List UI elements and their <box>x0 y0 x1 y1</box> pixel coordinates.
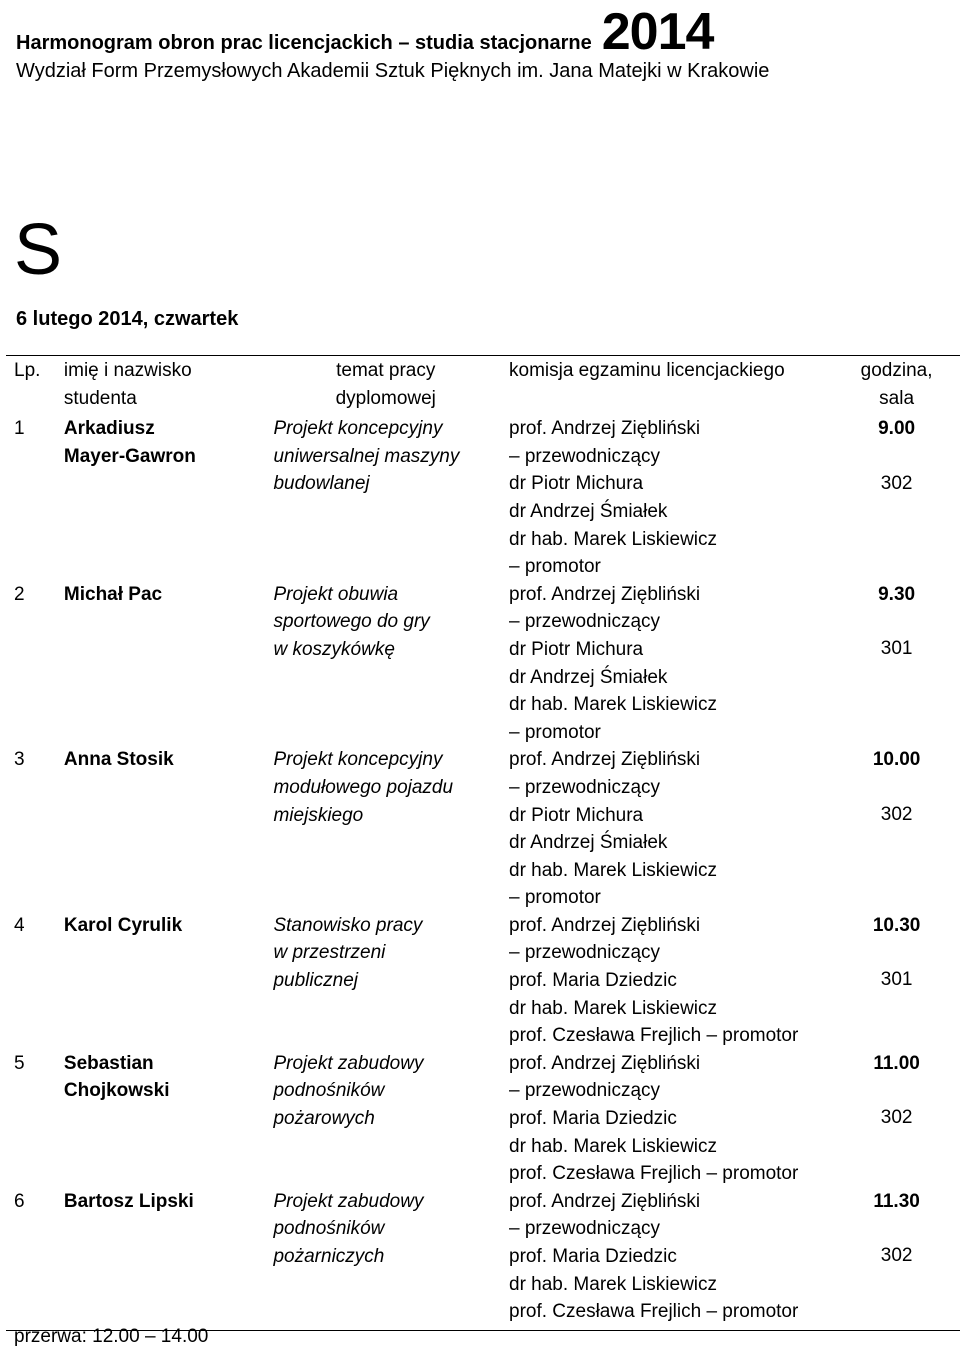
committee-member: – promotor <box>509 556 601 578</box>
row-lp: 1 <box>14 418 25 440</box>
table-row <box>6 1188 960 1330</box>
thesis-topic-line: Projekt koncepcyjny <box>273 749 443 771</box>
thesis-topic-line: podnośników <box>273 1080 385 1102</box>
thesis-topic <box>263 415 498 581</box>
time-room <box>833 581 960 747</box>
committee-member: dr hab. Marek Liskiewicz <box>509 859 718 881</box>
thesis-topic-line: Projekt zabudowy <box>273 1052 424 1074</box>
student-name-line2: Mayer-Gawron <box>63 445 196 467</box>
committee-member: dr hab. Marek Liskiewicz <box>509 694 718 716</box>
student-name-line1: Karol Cyrulik <box>63 914 183 936</box>
document-year: 2014 <box>601 3 714 61</box>
defense-time: 9.00 <box>878 418 916 440</box>
defense-time: 9.30 <box>878 583 916 605</box>
committee-member: dr hab. Marek Liskiewicz <box>509 528 718 550</box>
room-number: 302 <box>880 803 913 825</box>
committee-list <box>498 1050 833 1188</box>
schedule-body <box>6 356 960 1331</box>
thesis-topic-line: modułowego pojazdu <box>273 776 454 798</box>
header-time-line1: godzina, <box>860 360 933 381</box>
student-name-line1: Sebastian <box>63 1052 154 1074</box>
defense-time: 11.30 <box>873 1190 920 1212</box>
committee-member: dr hab. Marek Liskiewicz <box>509 1273 718 1295</box>
room-number: 302 <box>880 1107 913 1129</box>
header-name-line1: imię i nazwisko <box>63 360 192 381</box>
committee-member: dr hab. Marek Liskiewicz <box>509 997 718 1019</box>
row-lp: 5 <box>14 1052 25 1074</box>
committee-member: prof. Maria Dziedzic <box>509 970 677 992</box>
committee-member: dr Piotr Michura <box>509 473 644 495</box>
committee-member: prof. Maria Dziedzic <box>509 1108 677 1130</box>
thesis-topic <box>263 581 498 747</box>
committee-member: – przewodniczący <box>509 942 661 964</box>
committee-member: dr Andrzej Śmiałek <box>509 832 668 854</box>
header-row <box>6 356 960 416</box>
committee-list <box>498 912 833 1050</box>
thesis-topic-line: miejskiego <box>273 804 364 826</box>
student-name-line1: Arkadiusz <box>63 418 155 440</box>
thesis-topic-line: Projekt obuwia <box>273 583 399 605</box>
thesis-topic-line: w koszykówkę <box>273 638 395 660</box>
committee-member: dr Andrzej Śmiałek <box>509 500 668 522</box>
thesis-topic-line: sportowego do gry <box>273 611 430 633</box>
room-number: 301 <box>880 969 913 991</box>
thesis-topic-line: uniwersalnej maszyny <box>273 445 460 467</box>
header-name-line2: studenta <box>63 387 137 409</box>
committee-member: prof. Andrzej Ziębliński <box>509 1052 701 1074</box>
student-name-line1: Bartosz Lipski <box>63 1190 194 1212</box>
thesis-topic-line: Stanowisko pracy <box>273 914 423 936</box>
thesis-topic-line: pożarowych <box>273 1108 375 1130</box>
thesis-topic-line: Projekt koncepcyjny <box>273 418 443 440</box>
time-room <box>833 1188 960 1330</box>
committee-member: prof. Czesława Frejlich – promotor <box>509 1301 799 1323</box>
committee-list <box>498 581 833 747</box>
table-row <box>6 415 960 581</box>
committee-member: prof. Andrzej Ziębliński <box>509 418 701 440</box>
defense-time: 10.30 <box>872 914 921 936</box>
header-committee: komisja egzaminu licencjackiego <box>498 356 833 416</box>
student-name-line1: Michał Pac <box>63 583 163 605</box>
header-topic-line2: dyplomowej <box>335 387 436 409</box>
committee-member: dr Andrzej Śmiałek <box>509 666 668 688</box>
row-lp: 6 <box>6 1188 64 1330</box>
committee-member: prof. Andrzej Ziębliński <box>509 1190 701 1212</box>
table-row <box>6 581 960 747</box>
break-note: przerwa: 12.00 – 14.00 <box>14 1326 209 1347</box>
section-letter: S <box>14 210 63 290</box>
defense-time: 10.00 <box>872 749 921 771</box>
defense-time: 11.00 <box>873 1052 920 1074</box>
committee-list <box>498 1188 833 1330</box>
committee-member: – promotor <box>509 887 601 909</box>
committee-member: prof. Andrzej Ziębliński <box>509 583 701 605</box>
committee-member: prof. Andrzej Ziębliński <box>509 914 701 936</box>
header-time <box>833 356 960 416</box>
committee-member: dr Piotr Michura <box>509 638 644 660</box>
header-topic <box>263 356 498 416</box>
header-lp: Lp. <box>6 356 64 416</box>
time-room <box>833 746 960 912</box>
time-room <box>833 415 960 581</box>
committee-member: prof. Czesława Frejlich – promotor <box>509 1025 799 1047</box>
table-row <box>6 746 960 912</box>
room-number: 301 <box>880 638 913 660</box>
thesis-topic-line: podnośników <box>273 1218 385 1240</box>
committee-member: dr hab. Marek Liskiewicz <box>509 1135 718 1157</box>
thesis-topic-line: publicznej <box>273 970 358 992</box>
thesis-topic-line: w przestrzeni <box>273 942 386 964</box>
student-name <box>64 746 264 912</box>
student-name <box>64 415 264 581</box>
committee-member: dr Piotr Michura <box>509 804 644 826</box>
student-name-line1: Anna Stosik <box>63 749 174 771</box>
time-room <box>833 1050 960 1188</box>
schedule-table <box>6 355 960 1331</box>
committee-member: – przewodniczący <box>509 1080 661 1102</box>
table-row <box>6 1050 960 1188</box>
room-number: 302 <box>880 472 913 494</box>
committee-member: – przewodniczący <box>509 776 661 798</box>
committee-list <box>498 415 833 581</box>
thesis-topic <box>263 746 498 912</box>
committee-member: prof. Andrzej Ziębliński <box>509 749 701 771</box>
student-name <box>64 1050 264 1188</box>
room-number: 302 <box>880 1245 913 1267</box>
thesis-topic <box>263 912 498 1050</box>
header-name <box>64 356 264 416</box>
thesis-topic <box>263 1188 498 1330</box>
student-name <box>64 581 264 747</box>
committee-member: – przewodniczący <box>509 611 661 633</box>
row-lp: 4 <box>14 914 25 936</box>
thesis-topic-line: pożarniczych <box>273 1246 385 1267</box>
time-room <box>833 912 960 1050</box>
committee-member: prof. Maria Dziedzic <box>509 1246 677 1267</box>
committee-member: – promotor <box>509 721 601 743</box>
document-title-line <box>16 2 713 62</box>
committee-member: – przewodniczący <box>509 445 661 467</box>
committee-member: – przewodniczący <box>509 1218 661 1240</box>
defense-date: 6 lutego 2014, czwartek <box>16 308 239 330</box>
row-lp: 2 <box>14 583 25 605</box>
student-name <box>64 912 264 1050</box>
thesis-topic <box>263 1050 498 1188</box>
faculty-name: Wydział Form Przemysłowych Akademii Sztuk Pięknych im. Jana Matejki w Krakowie <box>16 60 770 82</box>
header-topic-line1: temat pracy <box>336 360 436 381</box>
document-title: Harmonogram obron prac licencjackich – studia stacjonarne <box>16 32 592 54</box>
student-name-line2: Chojkowski <box>63 1080 170 1102</box>
thesis-topic-line: Projekt zabudowy <box>273 1190 424 1212</box>
table-row <box>6 912 960 1050</box>
row-lp: 3 <box>14 749 25 771</box>
header-time-line2: sala <box>879 387 915 409</box>
committee-list <box>498 746 833 912</box>
student-name <box>64 1188 264 1330</box>
committee-member: prof. Czesława Frejlich – promotor <box>509 1163 799 1185</box>
thesis-topic-line: budowlanej <box>273 473 370 495</box>
